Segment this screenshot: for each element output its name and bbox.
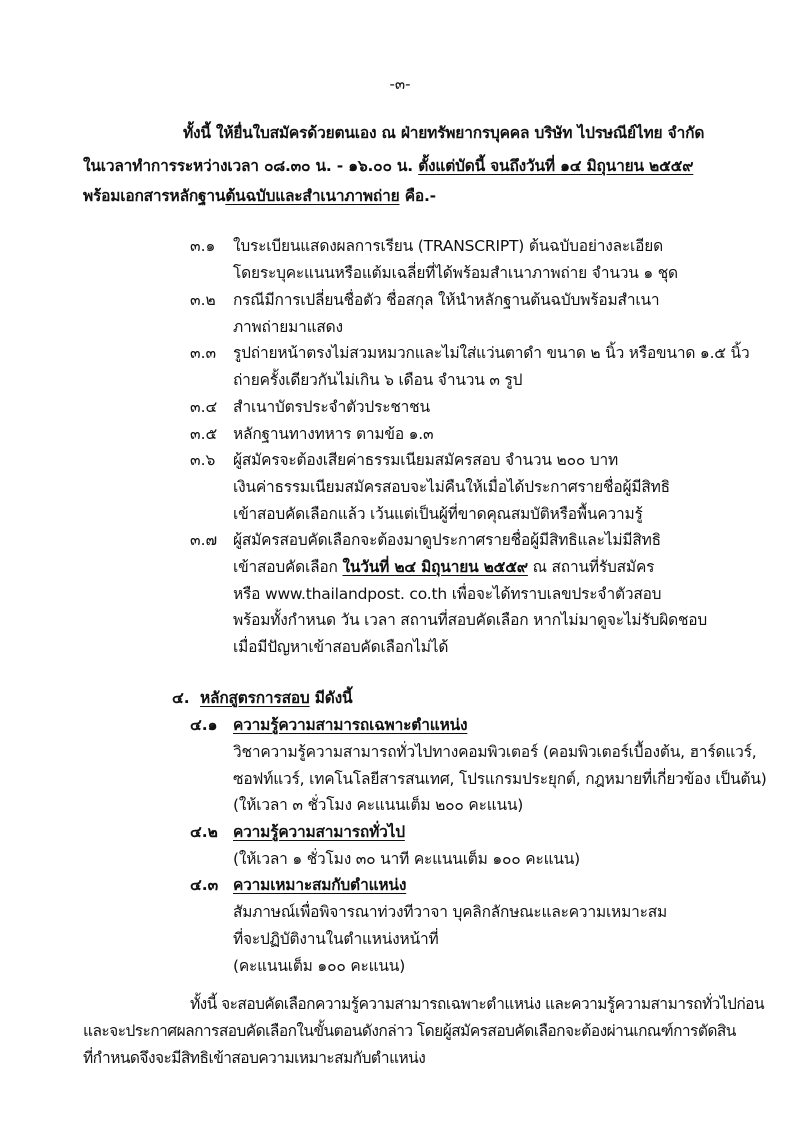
documents-type: ต้นฉบับและสำเนาภาพถ่าย <box>225 187 400 205</box>
section-4-1-title: ความรู้ความสามารถเฉพาะตำแหน่ง <box>233 716 468 734</box>
section-4-number: ๔. <box>172 689 190 707</box>
item-3-3-line-1: รูปถ่ายหน้าตรงไม่สวมหมวกและไม่ใส่แว่นตาดำ ขนาด ๒ นิ้ว หรือขนาด ๑.๕ นิ้ว <box>233 344 750 362</box>
item-3-3-line-2: ถ่ายครั้งเดียวกันไม่เกิน ๖ เดือน จำนวน ๓ รูป <box>233 371 523 389</box>
announcement-date: ในวันที่ ๒๔ มิถุนายน ๒๕๕๙ <box>342 558 528 576</box>
section-4-2-line-1: (ให้เวลา ๑ ชั่วโมง ๓๐ นาที คะแนนเต็ม ๑๐๐ คะแนน) <box>233 850 581 868</box>
item-3-7-number: ๓.๗ <box>190 531 218 549</box>
item-3-5-number: ๓.๕ <box>190 425 218 443</box>
section-4-3-number: ๔.๓ <box>190 876 219 894</box>
office-hours: ในเวลาทำการระหว่างเวลา ๐๘.๓๐ น. - ๑๖.๐๐ น. <box>83 157 419 175</box>
section-4-3-title: ความเหมาะสมกับตำแหน่ง <box>233 876 407 894</box>
item-3-1-line-2: โดยระบุคะแนนหรือแต้มเฉลี่ยที่ได้พร้อมสำเนาภาพถ่าย จำนวน ๑ ชุด <box>233 264 678 282</box>
item-3-4-number: ๓.๔ <box>190 398 218 416</box>
item-3-7-line-3: หรือ www.thailandpost. co.th เพื่อจะได้ทราบเลขประจำตัวสอบ <box>233 585 662 603</box>
item-3-3-number: ๓.๓ <box>190 344 217 362</box>
section-4-heading <box>200 687 352 709</box>
item-3-7-line-2-end: ณ สถานที่รับสมัคร <box>527 558 655 576</box>
item-3-1-line-1: ใบระเบียนแสดงผลการเรียน (TRANSCRIPT) ต้นฉบับอย่างละเอียด <box>233 237 663 255</box>
item-3-2-number: ๓.๒ <box>190 291 216 309</box>
item-3-4-line-1: สำเนาบัตรประจำตัวประชาชน <box>233 398 430 416</box>
section-4-title: หลักสูตรการสอบ <box>200 689 310 707</box>
application-deadline: ตั้งแต่บัดนี้ จนถึงวันที่ ๑๔ มิถุนายน ๒๕๕๙ <box>418 157 694 175</box>
section-4-2-number: ๔.๒ <box>190 823 218 841</box>
closing-line-3: ที่กำหนดจึงจะมีสิทธิเข้าสอบความเหมาะสมกับตำแหน่ง <box>83 1049 426 1067</box>
item-3-2-line-1: กรณีมีการเปลี่ยนชื่อตัว ชื่อสกุล ให้นำหลักฐานต้นฉบับพร้อมสำเนา <box>233 291 660 309</box>
section-4-1-line-3: (ให้เวลา ๓ ชั่วโมง คะแนนเต็ม ๒๐๐ คะแนน) <box>233 796 524 814</box>
section-4-3-line-1: สัมภาษณ์เพื่อพิจารณาท่วงทีวาจา บุคลิกลักษณะและความเหมาะสม <box>233 903 668 921</box>
section-4-1-line-2: ซอฟท์แวร์, เทคโนโลยีสารสนเทศ, โปรแกรมประยุกต์, กฎหมายที่เกี่ยวข้อง เป็นต้น) <box>233 770 767 788</box>
item-3-5-line-1: หลักฐานทางทหาร ตามข้อ ๑.๓ <box>233 425 434 443</box>
section-4-3-line-2: ที่จะปฏิบัติงานในตำแหน่งหน้าที่ <box>233 930 439 948</box>
section-4-3-line-3: (คะแนนเต็ม ๑๐๐ คะแนน) <box>233 957 406 975</box>
item-3-1-number: ๓.๑ <box>190 237 216 255</box>
item-3-6-line-3: เข้าสอบคัดเลือกแล้ว เว้นแต่เป็นผู้ที่ขาดคุณสมบัติหรือพื้นความรู้ <box>233 505 643 523</box>
page-number: -๓- <box>389 75 411 93</box>
section-4-2-title: ความรู้ความสามารถทั่วไป <box>233 823 405 841</box>
item-3-6-line-1: ผู้สมัครจะต้องเสียค่าธรรมเนียมสมัครสอบ จำนวน ๒๐๐ บาท <box>233 451 618 469</box>
item-3-2-line-2: ภาพถ่ายมาแสดง <box>233 318 343 336</box>
item-3-6-line-2: เงินค่าธรรมเนียมสมัครสอบจะไม่คืนให้เมื่อได้ประกาศรายชื่อผู้มีสิทธิ <box>233 478 670 496</box>
intro-line-1: ทั้งนี้ ให้ยื่นใบสมัครด้วยตนเอง ณ ฝ่ายทรัพยากรบุคคล บริษัท ไปรษณีย์ไทย จำกัด <box>183 124 705 142</box>
section-4-1-line-1: วิชาความรู้ความสามารถทั่วไปทางคอมพิวเตอร์ (คอมพิวเตอร์เบื้องต้น, ฮาร์ดแวร์, <box>233 743 757 761</box>
intro-line-2 <box>83 155 693 177</box>
documents-label: พร้อมเอกสารหลักฐาน <box>83 187 226 205</box>
item-3-7-line-2-start: เข้าสอบคัดเลือก <box>233 558 343 576</box>
item-3-7-line-4: พร้อมทั้งกำหนด วัน เวลา สถานที่สอบคัดเลือก หากไม่มาดูจะไม่รับผิดชอบ <box>233 611 708 629</box>
closing-line-1: ทั้งนี้ จะสอบคัดเลือกความรู้ความสามารถเฉพาะตำแหน่ง และความรู้ความสามารถทั่วไปก่อน <box>190 995 764 1013</box>
closing-line-2: และจะประกาศผลการสอบคัดเลือกในขั้นตอนดังกล่าว โดยผู้สมัครสอบคัดเลือกจะต้องผ่านเกณฑ์การตัดสิน <box>83 1022 736 1040</box>
documents-suffix: คือ.- <box>399 187 436 205</box>
item-3-6-number: ๓.๖ <box>190 451 216 469</box>
item-3-7-line-2 <box>233 556 654 578</box>
section-4-1-number: ๔.๑ <box>190 716 218 734</box>
intro-line-3 <box>83 185 436 207</box>
item-3-7-line-5: เมื่อมีปัญหาเข้าสอบคัดเลือกไม่ได้ <box>233 638 449 656</box>
section-4-suffix: มีดังนี้ <box>309 689 353 707</box>
item-3-7-line-1: ผู้สมัครสอบคัดเลือกจะต้องมาดูประกาศรายชื่อผู้มีสิทธิและไม่มีสิทธิ <box>233 531 661 549</box>
